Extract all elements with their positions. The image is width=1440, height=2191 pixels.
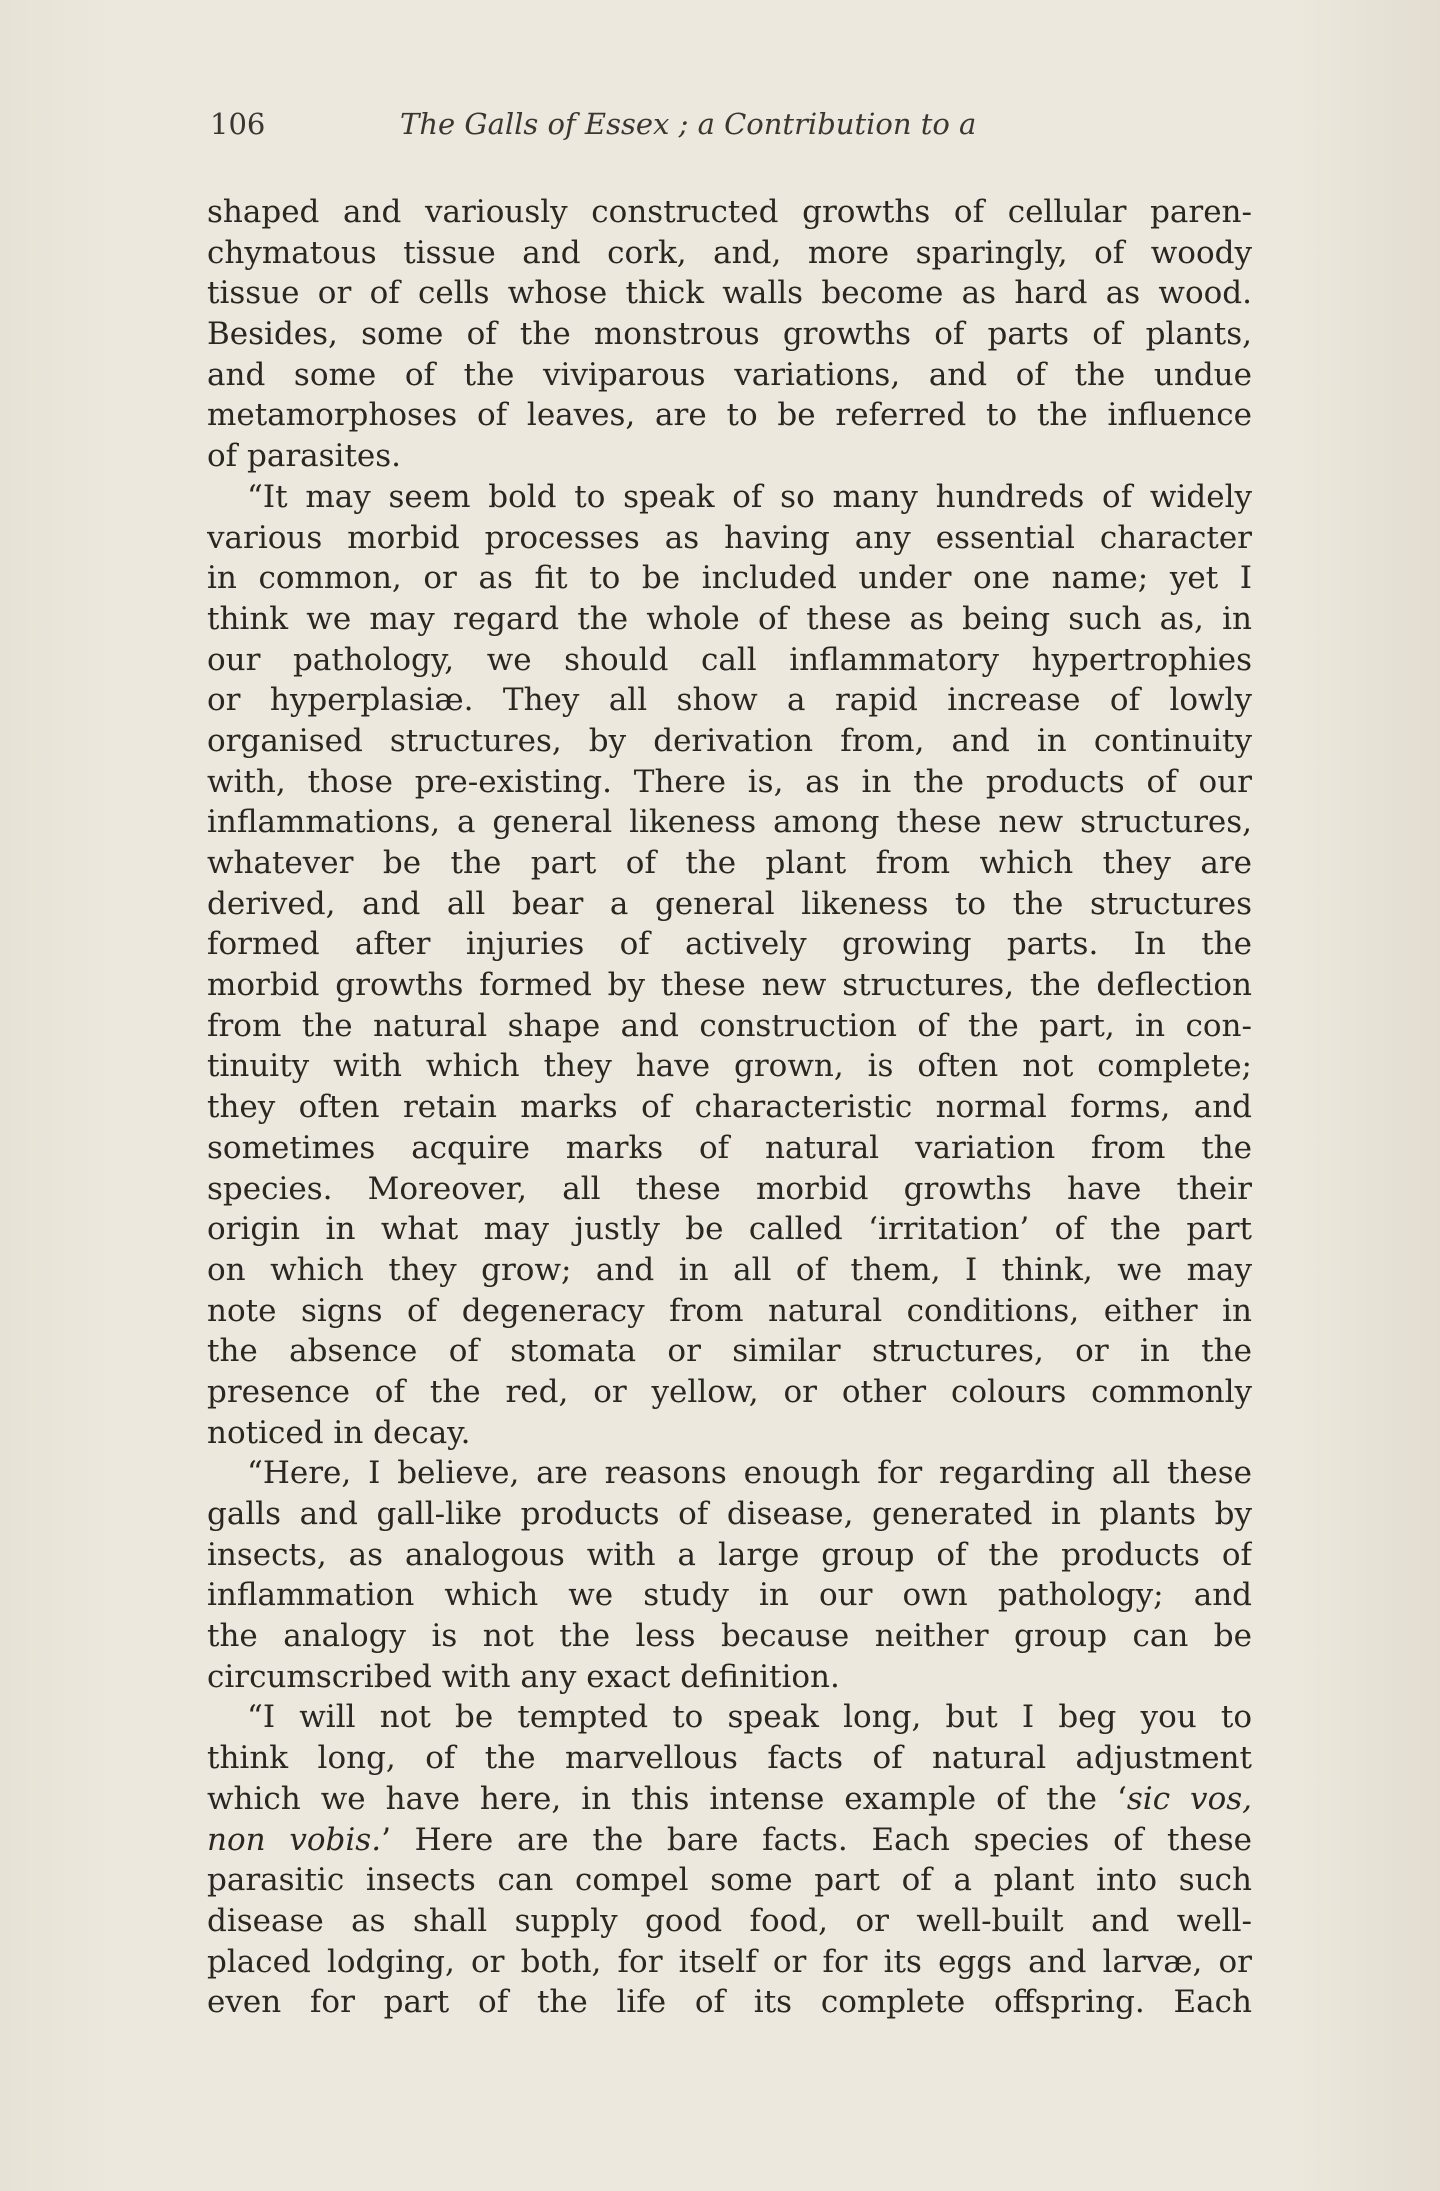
text-line: “Here, I believe, are reasons enough for regarding all these [247,1455,1252,1492]
text-line: Besides, some of the monstrous growths of parts of plants, [207,316,1252,353]
running-title: The Galls of Essex ; a Contribution to a [400,107,977,141]
body-text [207,192,1252,2023]
text-line: non vobis.’ Here are the bare facts. Each species of these [207,1821,1252,1858]
text-line: origin in what may justly be called ‘irritation’ of the part [207,1211,1252,1248]
text-line: tinuity with which they have grown, is often not complete; [207,1048,1252,1085]
text-line: with, those pre-existing. There is, as in the products of our [207,763,1252,800]
text-line: they often retain marks of characteristic normal forms, and [207,1089,1252,1126]
text-line: or hyperplasiæ. They all show a rapid increase of lowly [207,682,1252,719]
text-line: organised structures, by derivation from, and in continuity [207,722,1252,759]
text-line: galls and gall-like products of disease, generated in plants by [207,1496,1252,1532]
text-line: even for part of the life of its complete offspring. Each [207,1984,1252,2021]
text-line: disease as shall supply good food, or well-built and well- [207,1902,1252,1939]
text-line: circumscribed with any exact definition. [207,1658,840,1695]
page-number: 106 [210,107,266,141]
text-line: “I will not be tempted to speak long, but I beg you to [247,1699,1252,1736]
text-line: chymatous tissue and cork, and, more sparingly, of woody [207,234,1252,271]
text-line: the analogy is not the less because neither group can be [207,1618,1252,1655]
text-line: of parasites. [207,438,402,475]
text-line: various morbid processes as having any essential character [207,519,1252,556]
text-line: morbid growths formed by these new structures, the deflection [207,967,1252,1004]
text-line: which we have here, in this intense example of the ‘sic vos, [207,1780,1252,1817]
text-line: formed after injuries of actively growing parts. In the [207,926,1252,963]
text-line: on which they grow; and in all of them, I think, we may [207,1251,1252,1288]
text-line: the absence of stomata or similar structures, or in the [207,1333,1252,1370]
text-line: placed lodging, or both, for itself or for its eggs and larvæ, or [207,1943,1252,1980]
text-line: in common, or as fit to be included under one name; yet I [207,560,1252,597]
text-line: shaped and variously constructed growths of cellular paren- [207,194,1252,230]
text-line: species. Moreover, all these morbid growths have their [207,1170,1252,1207]
text-line: whatever be the part of the plant from which they are [207,845,1252,881]
text-line: presence of the red, or yellow, or other colours commonly [207,1373,1252,1410]
running-head [210,104,1070,144]
text-line: inflammation which we study in our own pathology; and [207,1577,1252,1614]
text-line: sometimes acquire marks of natural variation from the [207,1129,1252,1166]
text-line: “It may seem bold to speak of so many hundreds of widely [247,478,1252,515]
text-line: think long, of the marvellous facts of natural adjustment [207,1740,1252,1777]
text-line: and some of the viviparous variations, and of the undue [207,356,1252,393]
text-line: parasitic insects can compel some part of a plant into such [207,1862,1252,1899]
text-line: our pathology, we should call inflammatory hypertrophies [207,641,1252,678]
text-line: noticed in decay. [207,1414,471,1451]
text-line: insects, as analogous with a large group of the products of [207,1536,1252,1573]
text-line: think we may regard the whole of these as being such as, in [207,600,1252,637]
text-line: tissue or of cells whose thick walls become as hard as wood. [207,275,1252,312]
text-line: from the natural shape and construction of the part, in con- [207,1007,1252,1044]
text-line: derived, and all bear a general likeness to the structures [207,885,1252,922]
text-line: inflammations, a general likeness among these new structures, [207,804,1252,841]
text-line: metamorphoses of leaves, are to be referred to the influence [207,397,1252,434]
text-line: note signs of degeneracy from natural conditions, either in [207,1292,1252,1329]
